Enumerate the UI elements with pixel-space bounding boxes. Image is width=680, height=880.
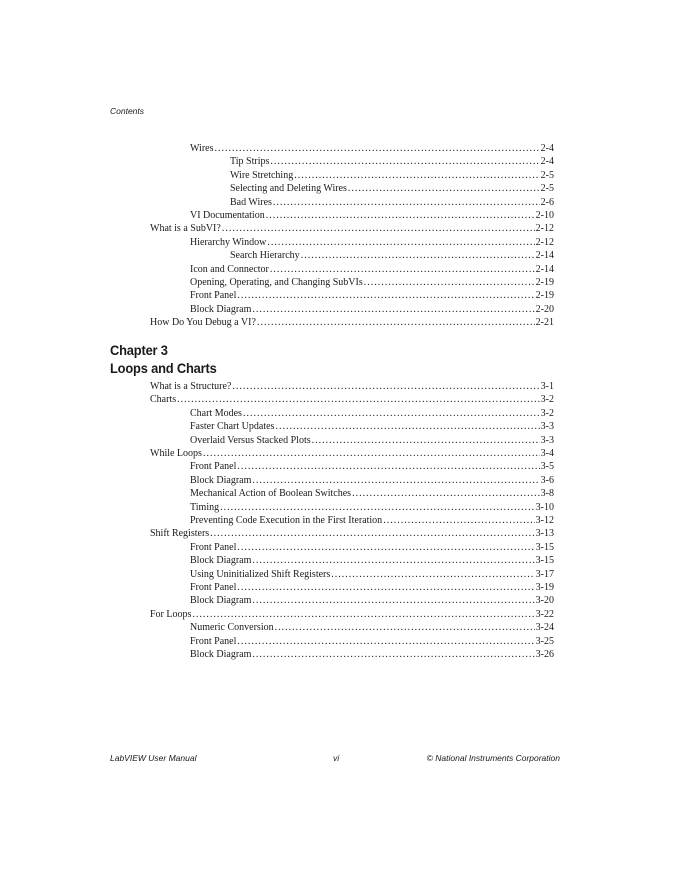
- toc-entry-page: 2-12: [535, 223, 554, 235]
- dot-leader: [237, 635, 534, 648]
- dot-leader: [203, 447, 540, 460]
- dot-leader: [270, 263, 535, 276]
- footer-copyright: © National Instruments Corporation: [426, 753, 560, 763]
- toc-entry-title: Block Diagram: [190, 649, 252, 660]
- toc-entry-page: 3-13: [535, 528, 554, 540]
- toc-entry-title: Hierarchy Window: [190, 236, 267, 248]
- toc-entry-page: 3-4: [540, 448, 554, 459]
- toc-entry[interactable]: [190, 474, 554, 487]
- chapter-title: Loops and Charts: [110, 360, 217, 376]
- toc-entry-title: Preventing Code Execution in the First Iteration: [190, 515, 383, 526]
- toc-entry[interactable]: [190, 541, 554, 554]
- dot-leader: [312, 434, 540, 447]
- dot-leader: [237, 460, 539, 473]
- toc-entry[interactable]: [230, 155, 554, 168]
- toc-entry-title: While Loops: [150, 448, 202, 459]
- toc-entry[interactable]: [190, 420, 554, 433]
- toc-entry-title: Selecting and Deleting Wires: [230, 183, 347, 195]
- toc-entry-title: How Do You Debug a VI?: [150, 317, 256, 329]
- toc-entry-page: 2-6: [540, 196, 554, 208]
- toc-entry-title: Shift Registers: [150, 528, 210, 540]
- toc-entry-page: 3-2: [540, 394, 554, 406]
- toc-entry-title: Front Panel: [190, 635, 237, 647]
- toc-entry-page: 3-15: [535, 555, 554, 567]
- toc-entry-title: Opening, Operating, and Changing SubVIs: [190, 277, 363, 288]
- toc-entry-page: 3-8: [540, 488, 554, 500]
- dot-leader: [294, 169, 539, 182]
- toc-entry-title: Faster Chart Updates: [190, 421, 275, 433]
- toc-entry-page: 3-15: [535, 541, 554, 553]
- toc-entry-title: Block Diagram: [190, 474, 252, 486]
- toc-entry-title: What is a Structure?: [150, 381, 232, 392]
- dot-leader: [210, 527, 534, 540]
- toc-entry-title: Wire Stretching: [230, 169, 294, 181]
- toc-entry[interactable]: [150, 608, 554, 621]
- toc-entry-page: 2-19: [535, 277, 554, 288]
- dot-leader: [270, 155, 539, 168]
- toc-entry-title: Front Panel: [190, 541, 237, 553]
- toc-entry-page: 2-12: [535, 236, 554, 248]
- toc-entry[interactable]: [190, 276, 554, 289]
- dot-leader: [222, 222, 535, 235]
- toc-entry-title: Block Diagram: [190, 303, 252, 315]
- dot-leader: [220, 501, 535, 514]
- toc-entry-page: 3-3: [540, 434, 554, 446]
- toc-entry-title: Search Hierarchy: [230, 250, 300, 262]
- toc-entry[interactable]: [190, 142, 554, 155]
- toc-entry[interactable]: [150, 222, 554, 235]
- toc-entry-page: 2-4: [540, 143, 554, 154]
- dot-leader: [232, 380, 539, 393]
- dot-leader: [252, 554, 534, 567]
- toc-entry-page: 2-21: [535, 317, 554, 329]
- running-head: Contents: [110, 106, 145, 116]
- toc-entry[interactable]: [190, 236, 554, 249]
- toc-entry-page: 3-24: [535, 622, 554, 634]
- dot-leader: [243, 407, 540, 420]
- toc-entry-title: Mechanical Action of Boolean Switches: [190, 488, 352, 500]
- toc-entry-page: 3-20: [535, 595, 554, 607]
- toc-entry-title: Charts: [150, 394, 177, 406]
- toc-entry-title: Wires: [190, 143, 214, 154]
- dot-leader: [252, 648, 534, 661]
- dot-leader: [348, 182, 540, 195]
- toc-entry-page: 3-25: [535, 635, 554, 647]
- toc-entry[interactable]: [190, 407, 554, 420]
- dot-leader: [237, 541, 534, 554]
- dot-leader: [352, 487, 540, 500]
- toc-entry[interactable]: [190, 460, 554, 473]
- toc-entry-page: 2-4: [540, 156, 554, 168]
- dot-leader: [273, 196, 540, 209]
- toc-entry-page: 3-5: [540, 461, 554, 473]
- toc-entry[interactable]: [230, 249, 554, 262]
- toc-entry-title: Timing: [190, 501, 220, 513]
- toc-entry[interactable]: [150, 527, 554, 540]
- toc-entry[interactable]: [190, 581, 554, 594]
- toc-entry[interactable]: [230, 182, 554, 195]
- toc-entry-page: 2-5: [540, 183, 554, 195]
- dot-leader: [252, 474, 539, 487]
- toc-entry-page: 3-22: [535, 608, 554, 620]
- toc-entry[interactable]: [190, 554, 554, 567]
- toc-entry-page: 2-14: [535, 250, 554, 262]
- toc-entry-page: 2-19: [535, 290, 554, 302]
- toc-entry-page: 3-19: [535, 582, 554, 593]
- toc-entry-title: Bad Wires: [230, 196, 272, 208]
- toc-entry[interactable]: [190, 514, 554, 527]
- toc-entry-title: Numeric Conversion: [190, 622, 274, 634]
- toc-entry[interactable]: [190, 635, 554, 648]
- toc-entry[interactable]: [190, 648, 554, 661]
- dot-leader: [301, 249, 535, 262]
- toc-entry-title: Chart Modes: [190, 407, 242, 419]
- toc-entry-page: 3-1: [540, 381, 554, 392]
- toc-entry-title: Front Panel: [190, 461, 237, 473]
- toc-entry[interactable]: [190, 621, 554, 634]
- toc-entry-page: 2-5: [540, 169, 554, 181]
- toc-entry[interactable]: [190, 594, 554, 607]
- chapter-number: Chapter 3: [110, 342, 168, 358]
- toc-entry[interactable]: [190, 209, 554, 222]
- toc-entry-title: For Loops: [150, 608, 192, 620]
- toc-entry[interactable]: [190, 303, 554, 316]
- toc-entry-page: 2-20: [535, 303, 554, 315]
- toc-entry[interactable]: [190, 263, 554, 276]
- dot-leader: [192, 608, 534, 621]
- toc-entry[interactable]: [190, 434, 554, 447]
- dot-leader: [257, 316, 535, 329]
- dot-leader: [331, 568, 534, 581]
- toc-entry-page: 3-10: [535, 501, 554, 513]
- toc-entry-title: Tip Strips: [230, 156, 270, 168]
- toc-entry-title: Block Diagram: [190, 595, 252, 607]
- toc-entry[interactable]: [230, 169, 554, 182]
- toc-entry[interactable]: [230, 196, 554, 209]
- toc-entry-title: Using Uninitialized Shift Registers: [190, 568, 331, 580]
- toc-entry-page: 3-17: [535, 568, 554, 580]
- toc-entry-page: 3-3: [540, 421, 554, 433]
- toc-entry-title: Overlaid Versus Stacked Plots: [190, 434, 311, 446]
- toc-entry[interactable]: [190, 501, 554, 514]
- dot-leader: [364, 276, 535, 289]
- toc-entry[interactable]: [150, 447, 554, 460]
- toc-entry[interactable]: [190, 487, 554, 500]
- footer-page-number: vi: [333, 753, 340, 763]
- dot-leader: [177, 393, 540, 406]
- toc-entry-title: Icon and Connector: [190, 263, 269, 275]
- toc-entry-title: Block Diagram: [190, 555, 252, 567]
- dot-leader: [275, 621, 535, 634]
- dot-leader: [237, 581, 534, 594]
- toc-entry-page: 3-2: [540, 407, 554, 419]
- toc-entry[interactable]: [150, 380, 554, 393]
- toc-entry-page: 3-6: [540, 474, 554, 486]
- toc-entry-page: 2-14: [535, 263, 554, 275]
- toc-entry-title: Front Panel: [190, 290, 237, 302]
- dot-leader: [214, 142, 539, 155]
- toc-entry-title: VI Documentation: [190, 210, 265, 221]
- toc-entry[interactable]: [190, 289, 554, 302]
- toc-entry[interactable]: [190, 568, 554, 581]
- toc-entry[interactable]: [150, 316, 554, 329]
- toc-entry-page: 3-12: [535, 515, 554, 526]
- dot-leader: [267, 236, 534, 249]
- toc-entry-title: Front Panel: [190, 582, 237, 593]
- dot-leader: [266, 209, 535, 222]
- toc-entry[interactable]: [150, 393, 554, 406]
- footer-manual-title: LabVIEW User Manual: [110, 753, 197, 763]
- toc-entry-title: What is a SubVI?: [150, 223, 221, 235]
- dot-leader: [252, 303, 534, 316]
- dot-leader: [275, 420, 539, 433]
- dot-leader: [252, 594, 534, 607]
- dot-leader: [383, 514, 534, 527]
- toc-entry-page: 2-10: [535, 210, 554, 221]
- dot-leader: [237, 289, 534, 302]
- toc-entry-page: 3-26: [535, 649, 554, 660]
